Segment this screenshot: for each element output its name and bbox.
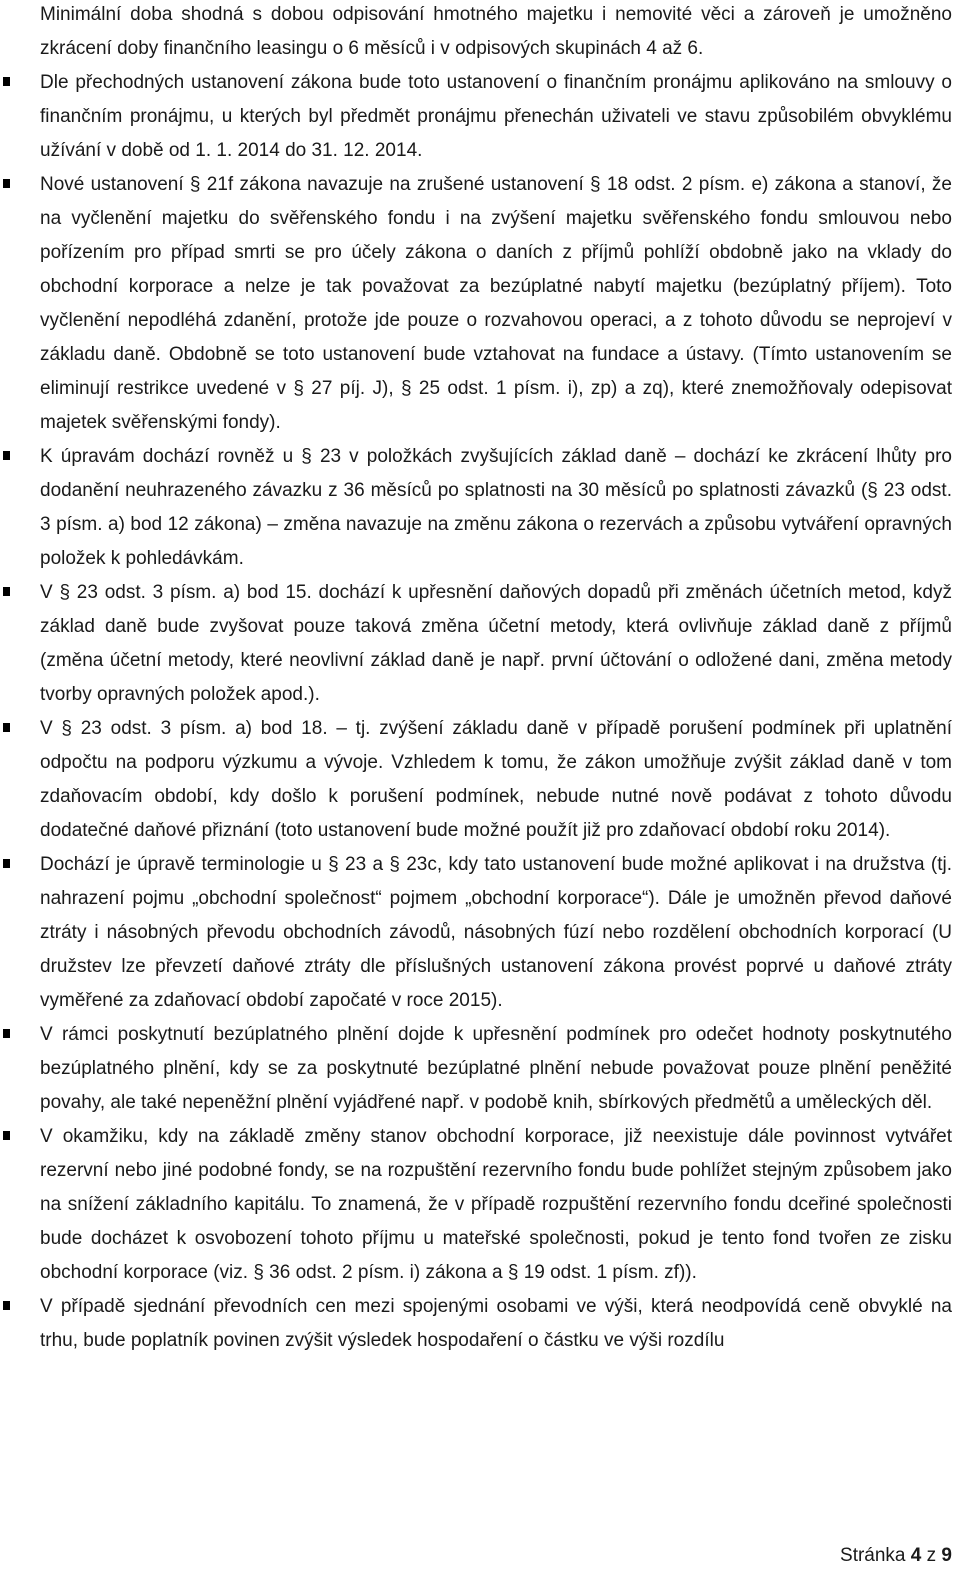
list-item-text: Nové ustanovení § 21f zákona navazuje na zrušené ustanovení § 18 odst. 2 písm. e) zákona a stanoví, že na vyčlenění majetku do svěřenského fondu i na zvýšení majetku svěřenského fondu smlouvou nebo pořízením pro případ smrti se pro účely zákona o daních z příjmů pohlíží obdobně jako na vklady do obchodní korporace a nelze je tak považovat za bezúplatné nabytí majetku (bezúplatný příjem). Toto vyčlenění nepodléhá zdanění, protože jde pouze o rozvahovou operaci, a z tohoto důvodu se neprojeví v základu daně. Obdobně se toto ustanovení bude vztahovat na fundace a ústavy. (Tímto ustanovením se eliminují restrikce uvedené v § 27 píj. J), § 25 odst. 1 písm. i), zp) a zq), které znemožňovaly odepisovat majetek svěřenskými fondy). bbox=[40, 174, 952, 433]
page-label: Stránka bbox=[840, 1545, 906, 1566]
list-item-text: Dochází je úpravě terminologie u § 23 a § 23c, kdy tato ustanovení bude možné aplikovat i na družstva (tj. nahrazení pojmu „obchodní společnost“ pojmem „obchodní korporace“). Dále je umožněn převod daňové ztráty i násobných převodu obchodních závodů, násobných fúzí nebo rozdělení obchodních korporací (U družstev lze převzetí daňové ztráty dle příslušných ustanovení zákona provést poprvé u daňové ztráty vyměřené za zdaňovací období započaté v roce 2015). bbox=[40, 854, 952, 1011]
list-item bbox=[40, 712, 952, 848]
list-item-text: V § 23 odst. 3 písm. a) bod 15. dochází k upřesnění daňových dopadů při změnách účetních metod, když základ daně bude zvyšovat pouze taková změna účetní metody, která ovlivňuje základ daně z příjmů (změna účetní metody, které neovlivní základ daně je např. první účtování o odložené dani, změna metody tvorby opravných položek apod.). bbox=[40, 582, 952, 705]
bullet-list bbox=[40, 66, 952, 1358]
list-item-text: V případě sjednání převodních cen mezi spojenými osobami ve výši, která neodpovídá ceně obvyklé na trhu, bude poplatník povinen zvýšit výsledek hospodaření o částku ve výši rozdílu bbox=[40, 1296, 952, 1351]
square-bullet-icon bbox=[3, 179, 10, 188]
list-item bbox=[40, 66, 952, 168]
square-bullet-icon bbox=[3, 723, 10, 732]
page-separator: z bbox=[926, 1545, 937, 1566]
square-bullet-icon bbox=[3, 1301, 10, 1310]
square-bullet-icon bbox=[3, 77, 10, 86]
page-footer bbox=[840, 1544, 952, 1568]
square-bullet-icon bbox=[3, 859, 10, 868]
list-item bbox=[40, 440, 952, 576]
list-item bbox=[40, 1290, 952, 1358]
list-item bbox=[40, 1018, 952, 1120]
total-pages-number: 9 bbox=[941, 1545, 952, 1566]
list-item bbox=[40, 1120, 952, 1290]
list-item-text: V okamžiku, kdy na základě změny stanov obchodní korporace, již neexistuje dále povinnost vytvářet rezervní nebo jiné podobné fondy, se na rozpuštění rezervního fondu bude pohlížet stejným způsobem jako na snížení základního kapitálu. To znamená, že v případě rozpuštění rezervního fondu dceřiné společnosti bude docházet k osvobození tohoto příjmu u mateřské společnosti, pokud je tento fond tvořen ze zisku obchodní korporace (viz. § 36 odst. 2 písm. i) zákona a § 19 odst. 1 písm. zf)). bbox=[40, 1126, 952, 1283]
list-item-text: Dle přechodných ustanovení zákona bude toto ustanovení o finančním pronájmu aplikováno na smlouvy o finančním pronájmu, u kterých byl předmět pronájmu přenechán uživateli ve stavu způsobilém obvyklému užívání v době od 1. 1. 2014 do 31. 12. 2014. bbox=[40, 72, 952, 161]
square-bullet-icon bbox=[3, 1029, 10, 1038]
square-bullet-icon bbox=[3, 1131, 10, 1140]
current-page-number: 4 bbox=[910, 1545, 922, 1566]
list-item-text: V rámci poskytnutí bezúplatného plnění dojde k upřesnění podmínek pro odečet hodnoty poskytnutého bezúplatného plnění, kdy se za poskytnuté bezúplatné plnění nebude považovat pouze plnění peněžité povahy, ale také nepeněžní plnění vyjádřené např. v podobě knih, sbírkových předmětů a uměleckých děl. bbox=[40, 1024, 952, 1113]
intro-paragraph: Minimální doba shodná s dobou odpisování hmotného majetku i nemovité věci a zároveň je umožněno zkrácení doby finančního leasingu o 6 měsíců i v odpisových skupinách 4 až 6. bbox=[40, 4, 952, 59]
document-body bbox=[40, 0, 952, 1358]
square-bullet-icon bbox=[3, 587, 10, 596]
list-item-text: V § 23 odst. 3 písm. a) bod 18. – tj. zvýšení základu daně v případě porušení podmínek při uplatnění odpočtu na podporu výzkumu a vývoje. Vzhledem k tomu, že zákon umožňuje zvýšit základ daně v tom zdaňovacím období, kdy došlo k porušení podmínek, nebude nutné nově podávat z tohoto důvodu dodatečné daňové přiznání (toto ustanovení bude možné použít již pro zdaňovací období roku 2014). bbox=[40, 718, 952, 841]
list-item bbox=[40, 168, 952, 440]
square-bullet-icon bbox=[3, 451, 10, 460]
list-item-text: K úpravám dochází rovněž u § 23 v položkách zvyšujících základ daně – dochází ke zkrácení lhůty pro dodanění neuhrazeného závazku z 36 měsíců po splatnosti na 30 měsíců po splatnosti závazků (§ 23 odst. 3 písm. a) bod 12 zákona) – změna navazuje na změnu zákona o rezervách a způsobu vytváření opravných položek k pohledávkám. bbox=[40, 446, 952, 569]
list-item bbox=[40, 576, 952, 712]
list-item bbox=[40, 848, 952, 1018]
